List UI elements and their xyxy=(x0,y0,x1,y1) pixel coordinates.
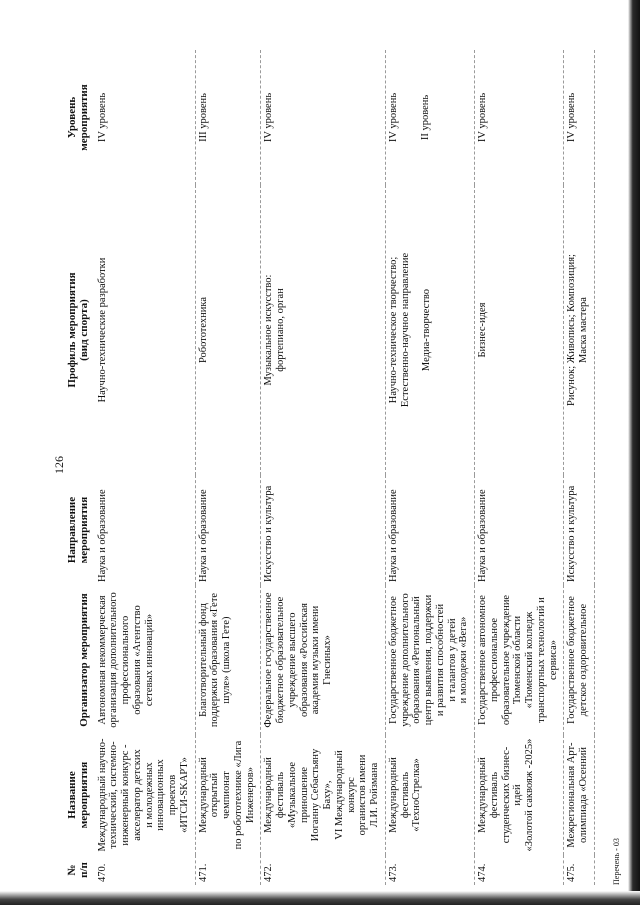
event-direction: Наука и образование xyxy=(95,475,196,585)
event-profile: Робототехника xyxy=(195,185,261,475)
table-row xyxy=(475,50,564,885)
header-direction: Направление мероприятия xyxy=(66,496,91,564)
event-level: IV уровень II уровень xyxy=(385,50,474,185)
event-organizer: Федеральное государственное бюджетное образовательное учреждение высшего образования «Российская академия музыки имени Гнесиных» xyxy=(261,585,386,735)
event-name: Международный научно- технический, системно- инженерный конкурс - акселератор детских и молодежных инновационных проектов «ИТСИ-SKAPT» xyxy=(95,735,196,855)
event-direction: Наука и образование xyxy=(475,475,564,585)
event-profile: Научно-технические разработки xyxy=(95,185,196,475)
header-organizer: Организатор мероприятия xyxy=(78,593,91,727)
row-number: 473. xyxy=(385,855,474,885)
event-profile: Рисунок; Живопись; Композиция; Маска мастера xyxy=(564,185,595,475)
table-row xyxy=(261,50,386,885)
scan-bottom-shadow xyxy=(0,891,640,905)
event-name: Международный открытый чемпионат по робототехнике «Лига Инженеров» xyxy=(195,735,261,855)
event-organizer: Государственное бюджетное учреждение дополнительного образования «Региональный центр выявления, поддержки и развития способностей и талантов у детей и молодежи «Вега» xyxy=(385,585,474,735)
header-name: Название мероприятия xyxy=(66,761,91,829)
table-row xyxy=(564,50,595,885)
event-profile: Бизнес-идея xyxy=(475,185,564,475)
rotated-document xyxy=(40,35,635,895)
table-row xyxy=(385,50,474,885)
table-row xyxy=(95,50,196,885)
events-table xyxy=(66,50,595,885)
table-row xyxy=(195,50,261,885)
event-profile: Музыкальное искусство: фортепиано, орган xyxy=(261,185,386,475)
event-organizer: Государственное бюджетное детское оздоровительное xyxy=(564,585,595,735)
header-num: № п/п xyxy=(66,862,91,878)
event-organizer: Государственное автономное профессиональное образовательное учреждение Тюменской области «Тюменский колледж транспортных технологий и сервиса» xyxy=(475,585,564,735)
row-number: 475. xyxy=(564,855,595,885)
event-direction: Наука и образование xyxy=(195,475,261,585)
event-organizer: Благотворительный фонд поддержки образования «Гете шуле» (школа Гете) xyxy=(195,585,261,735)
scan-edge-shadow xyxy=(628,0,640,905)
event-level: III уровень xyxy=(195,50,261,185)
table-header-row xyxy=(66,50,95,885)
event-direction: Искусство и культура xyxy=(564,475,595,585)
event-direction: Наука и образование xyxy=(385,475,474,585)
event-level: IV уровень xyxy=(261,50,386,185)
row-number: 474. xyxy=(475,855,564,885)
event-level: IV уровень xyxy=(475,50,564,185)
event-level: IV уровень xyxy=(564,50,595,185)
event-organizer: Автономная некоммерческая организация дополнительного профессионального образования «Агентство сетевых инноваций» xyxy=(95,585,196,735)
event-level: IV уровень xyxy=(95,50,196,185)
row-number: 472. xyxy=(261,855,386,885)
event-name: Международный фестиваль «ТехноСтрелка» xyxy=(385,735,474,855)
event-name: Международный фестиваль «Музыкальное приношение Иоганну Себастьяну Баху», VI Международный конкурс органистов имени Л.И. Ройзмана xyxy=(261,735,386,855)
footer-note: Перечень - 03 xyxy=(612,838,621,885)
event-name: Международный фестиваль студенческих бизнес-идей «Золотой саквояж -2025» xyxy=(475,735,564,855)
header-profile: Профиль мероприятия (вид спорта) xyxy=(66,272,91,388)
event-direction: Искусство и культура xyxy=(261,475,386,585)
header-level: Уровень мероприятия xyxy=(66,84,91,151)
row-number: 470. xyxy=(95,855,196,885)
event-name: Межрегиональная Арт- олимпиада «Осенний xyxy=(564,735,595,855)
event-profile: Научно-техническое творчество; Естественно-научное направление Медиа-творчество xyxy=(385,185,474,475)
page-number: 126 xyxy=(52,456,66,474)
row-number: 471. xyxy=(195,855,261,885)
